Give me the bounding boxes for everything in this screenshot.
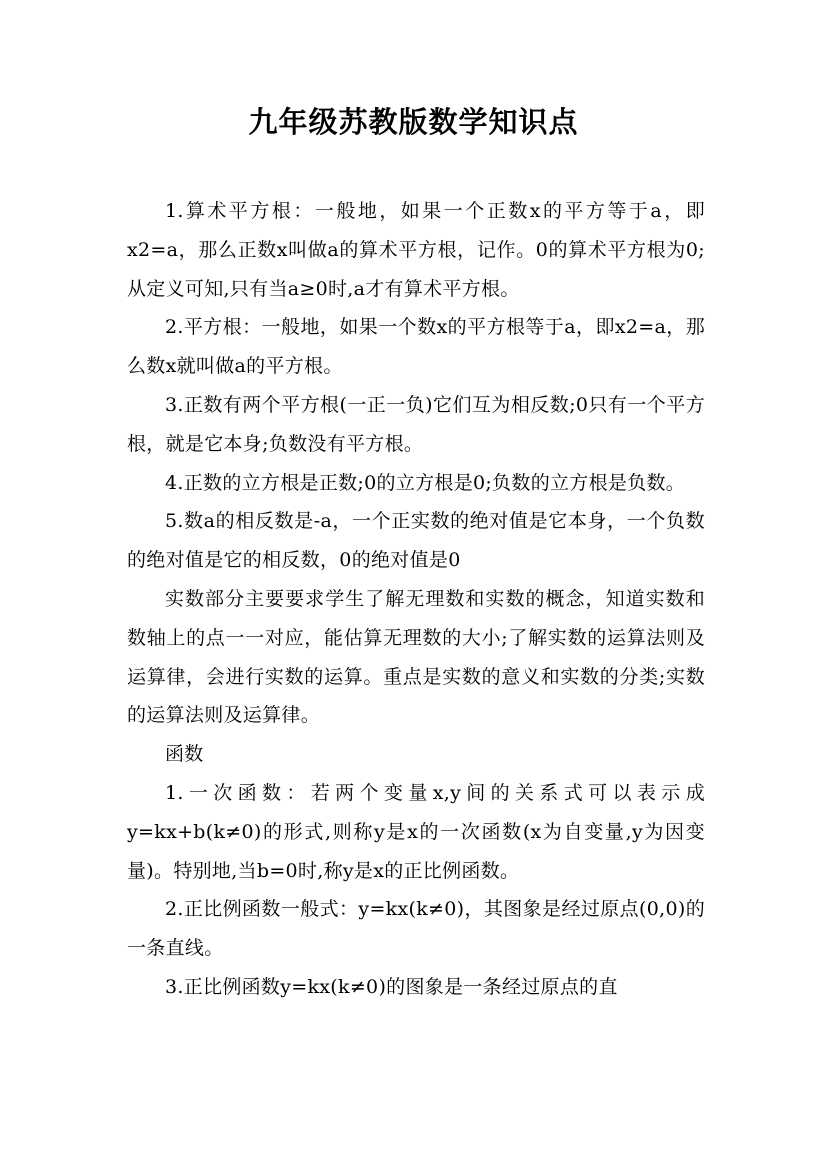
paragraph-square-root: 2.平方根：一般地，如果一个数x的平方根等于a，即x2=a，那么数x就叫做a的平方根。 [127, 316, 705, 378]
paragraph-linear-function: 1.一次函数：若两个变量x,y间的关系式可以表示成y=kx+b(k≠0)的形式,则称y是x的一次函数(x为自变量,y为因变量)。特别地,当b=0时,称y是x的正比例函数。 [127, 781, 705, 882]
paragraph-proportional-function: 2.正比例函数一般式：y=kx(k≠0)，其图象是经过原点(0,0)的一条直线。 [127, 898, 705, 960]
paragraph-proportional-graph: 3.正比例函数y=kx(k≠0)的图象是一条经过原点的直 [165, 975, 618, 998]
paragraph-arithmetic-square-root: 1.算术平方根：一般地，如果一个正数x的平方等于a，即x2=a，那么正数x叫做a的算术平方根，记作。0的算术平方根为0;从定义可知,只有当a≥0时,a才有算术平方根。 [127, 200, 705, 300]
document-body [127, 192, 705, 1007]
paragraph-opposite-absolute: 5.数a的相反数是-a，一个正实数的绝对值是它本身，一个负数的绝对值是它的相反数，0的绝对值是0 [127, 510, 705, 572]
paragraph-positive-square-roots: 3.正数有两个平方根(一正一负)它们互为相反数;0只有一个平方根，就是它本身;负数没有平方根。 [127, 393, 705, 455]
paragraph-cube-root: 4.正数的立方根是正数;0的立方根是0;负数的立方根是负数。 [165, 471, 686, 494]
document-title: 九年级苏教版数学知识点 [248, 105, 579, 139]
paragraph-real-numbers-summary: 实数部分主要要求学生了解无理数和实数的概念，知道实数和数轴上的点一一对应，能估算无理数的大小;了解实数的运算法则及运算律，会进行实数的运算。重点是实数的意义和实数的分类;实数的运算法则及运算律。 [127, 587, 705, 727]
section-heading-functions: 函数 [165, 743, 204, 766]
